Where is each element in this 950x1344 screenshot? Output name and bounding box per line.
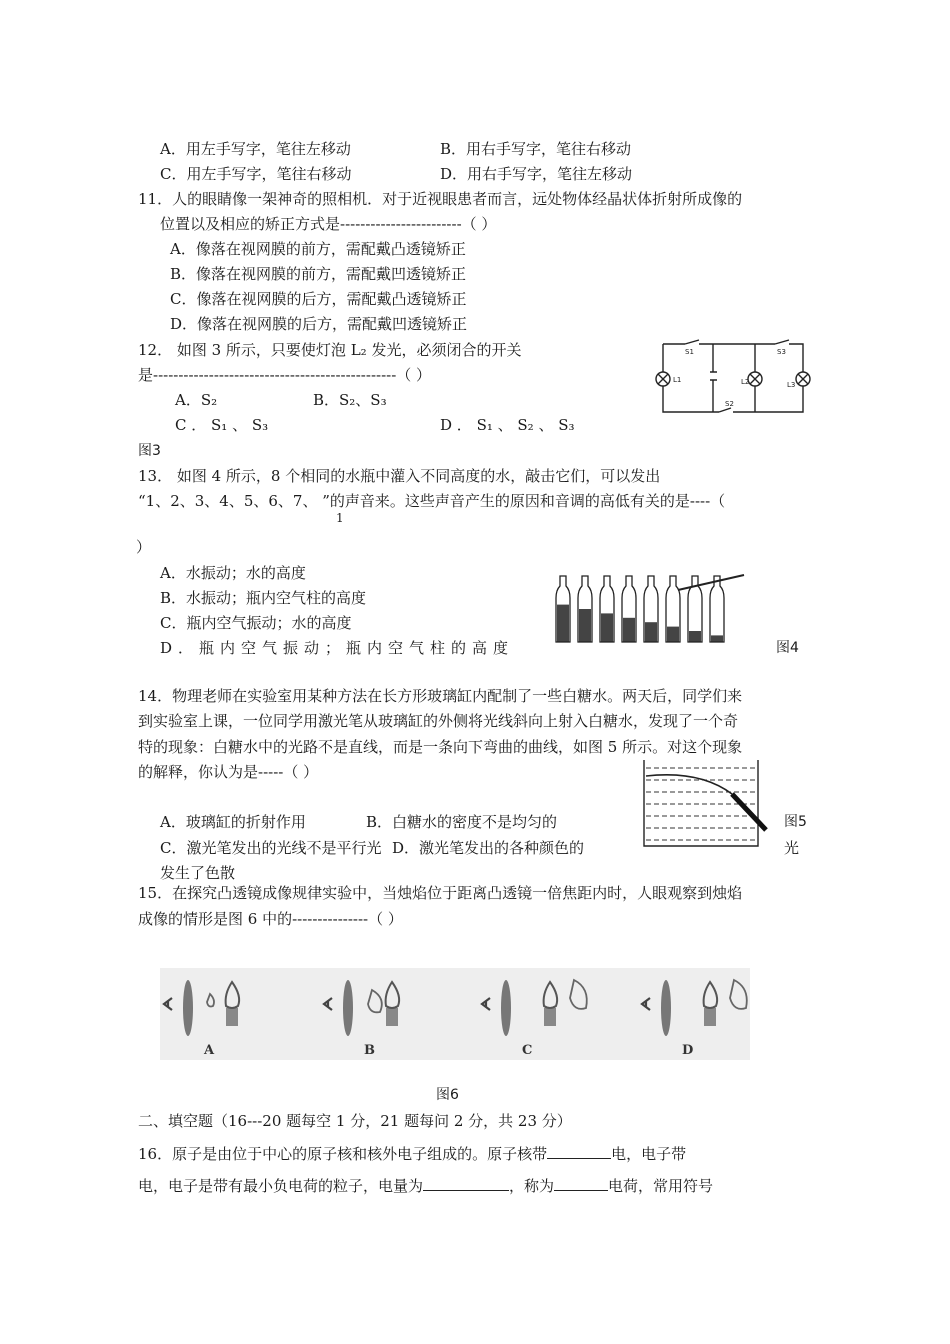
q12-option-b: B．S₂、S₃ (313, 391, 387, 409)
q11-option-a: A．像落在视网膜的前方，需配戴凸透镜矫正 (170, 240, 466, 258)
water-fill (689, 631, 701, 642)
q14-stem-line3: 特的现象：白糖水中的光路不是直线，而是一条向下弯曲的曲线，如图 5 所示。对这个现象 (138, 738, 743, 756)
q12-option-d: D ． S₁ 、 S₂ 、 S₃ (440, 416, 575, 434)
q16-text-part1: 16．原子是由位于中心的原子核和核外电子组成的。原子核带 (138, 1145, 548, 1163)
circuit-label-l1: L1 (673, 376, 682, 384)
striking-stick (678, 575, 744, 590)
circuit-label-s1: S1 (685, 348, 694, 356)
q14-option-b: B．白糖水的密度不是均匀的 (366, 813, 558, 831)
water-bottle (622, 576, 636, 642)
water-fill (667, 627, 679, 642)
q14-light-word: 光 (784, 839, 800, 857)
glass-tank-figure-fig5 (640, 758, 774, 850)
water-bottle (578, 576, 592, 642)
q16-blank-charge-name[interactable] (554, 1174, 608, 1191)
laser-pen (732, 794, 766, 830)
water-bottle (600, 576, 614, 642)
q13-option-b: B．水振动；瓶内空气柱的高度 (160, 589, 367, 607)
q11-option-c: C．像落在视网膜的后方，需配戴凸透镜矫正 (170, 290, 467, 308)
q11-stem-line1: 11．人的眼睛像一架神奇的照相机．对于近视眼患者而言，远处物体经晶状体折射所成像的 (138, 190, 743, 208)
fig3-caption: 图3 (138, 443, 161, 459)
water-fill (579, 609, 591, 642)
bottle-outline (710, 576, 724, 642)
convex-lens (501, 980, 511, 1036)
circuit-label-s3: S3 (777, 348, 786, 356)
fig4-caption: 图4 (776, 640, 799, 656)
q16-blank-charge-amount[interactable] (423, 1174, 509, 1191)
fig6-caption: 图6 (436, 1087, 459, 1103)
convex-lens (343, 980, 353, 1036)
q16-text-part4: ，称为 (509, 1177, 555, 1195)
water-bottle (556, 576, 570, 642)
q11-option-b: B．像落在视网膜的前方，需配戴凹透镜矫正 (170, 265, 467, 283)
q13-stem-line2: “1、2、3、4、5、6、7、 ”的声音来。这些声音产生的原因和音调的高低有关的是----（ (138, 492, 726, 510)
q11-option-d: D．像落在视网膜的后方，需配戴凹透镜矫正 (170, 315, 468, 333)
q16-blank-nucleus-charge[interactable] (547, 1142, 611, 1159)
candle (704, 1008, 716, 1026)
water-fill (601, 613, 613, 642)
q14-option-d-continued: 发生了色散 (160, 864, 236, 882)
circuit-label-l2: L2 (741, 378, 750, 386)
convex-lens (661, 980, 671, 1036)
q15-stem-line1: 15．在探究凸透镜成像规律实验中，当烛焰位于距离凸透镜一倍焦距内时，人眼观察到烛焰 (138, 884, 743, 902)
q16-text-part3: 电，电子是带有最小负电荷的粒子，电量为 (138, 1177, 424, 1195)
q13-stem-line3: ） (136, 538, 152, 556)
q16-line2 (138, 1174, 713, 1196)
q12-stem-line2: 是------------------------------------------------（ ） (138, 366, 432, 384)
circuit-label-s2: S2 (725, 400, 734, 408)
panel-label: C (522, 1043, 533, 1058)
candle (386, 1008, 398, 1026)
q10-option-c: C．用左手写字，笔往右移动 (160, 165, 352, 183)
q12-option-c: C ． S₁ 、 S₃ (175, 416, 269, 434)
water-fill (557, 605, 569, 642)
q12-option-a: A．S₂ (175, 391, 218, 409)
water-fill (711, 635, 723, 642)
q13-option-c: C．瓶内空气振动；水的高度 (160, 614, 352, 632)
q10-option-a: A．用左手写字，笔往左移动 (160, 140, 351, 158)
q14-stem-line4: 的解释，你认为是-----（ ） (138, 763, 319, 781)
q16-text-part2: 电，电子带 (611, 1145, 687, 1163)
q15-stem-line2: 成像的情形是图 6 中的---------------（ ） (138, 910, 403, 928)
q10-option-d: D．用右手写字，笔往左移动 (440, 165, 633, 183)
convex-lens (183, 980, 193, 1036)
water-fill (645, 622, 657, 642)
water-bottle (666, 576, 680, 642)
water-fill (623, 618, 635, 642)
q13-option-a: A．水振动；水的高度 (160, 564, 306, 582)
lens-candle-figure-fig6 (160, 968, 750, 1060)
panel-label: A (204, 1043, 215, 1058)
panel-label: D (682, 1043, 694, 1058)
q14-option-d: D．激光笔发出的各种颜色的 (392, 839, 585, 857)
q14-option-c: C．激光笔发出的光线不是平行光 (160, 839, 382, 857)
q10-option-b: B．用右手写字，笔往右移动 (440, 140, 632, 158)
circuit-label-l3: L3 (787, 381, 796, 389)
bottles-figure-fig4 (550, 572, 750, 644)
section-fill-in-title: 二、填空题（16---20 题每空 1 分，21 题每问 2 分，共 23 分） (138, 1112, 572, 1130)
circuit-diagram-fig3 (655, 338, 815, 418)
q16-text-part5: 电荷，常用符号 (608, 1177, 714, 1195)
q14-stem-line1: 14．物理老师在实验室用某种方法在长方形玻璃缸内配制了一些白糖水。两天后，同学们来 (138, 687, 743, 705)
q16-line1 (138, 1142, 686, 1164)
candle (226, 1008, 238, 1026)
fig5-caption: 图5 (784, 814, 807, 830)
water-bottle (710, 576, 724, 642)
q13-option-d: D．瓶内空气振动；瓶内空气柱的高度 (160, 639, 515, 657)
water-bottle (644, 576, 658, 642)
curved-light-path (646, 775, 732, 794)
q14-stem-line2: 到实验室上课，一位同学用激光笔从玻璃缸的外侧将光线斜向上射入白糖水，发现了一个奇 (138, 712, 739, 730)
q13-dotted-digit: 1 (336, 511, 344, 525)
panel-label: B (364, 1043, 375, 1058)
q12-stem-line1: 12． 如图 3 所示，只要使灯泡 L₂ 发光，必须闭合的开关 (138, 341, 522, 359)
candle (544, 1008, 556, 1026)
q13-stem-line1: 13． 如图 4 所示，8 个相同的水瓶中灌入不同高度的水，敲击它们，可以发出 (138, 467, 661, 485)
q14-option-a: A．玻璃缸的折射作用 (160, 813, 306, 831)
q11-stem-line2: 位置以及相应的矫正方式是------------------------（ ） (160, 215, 497, 233)
